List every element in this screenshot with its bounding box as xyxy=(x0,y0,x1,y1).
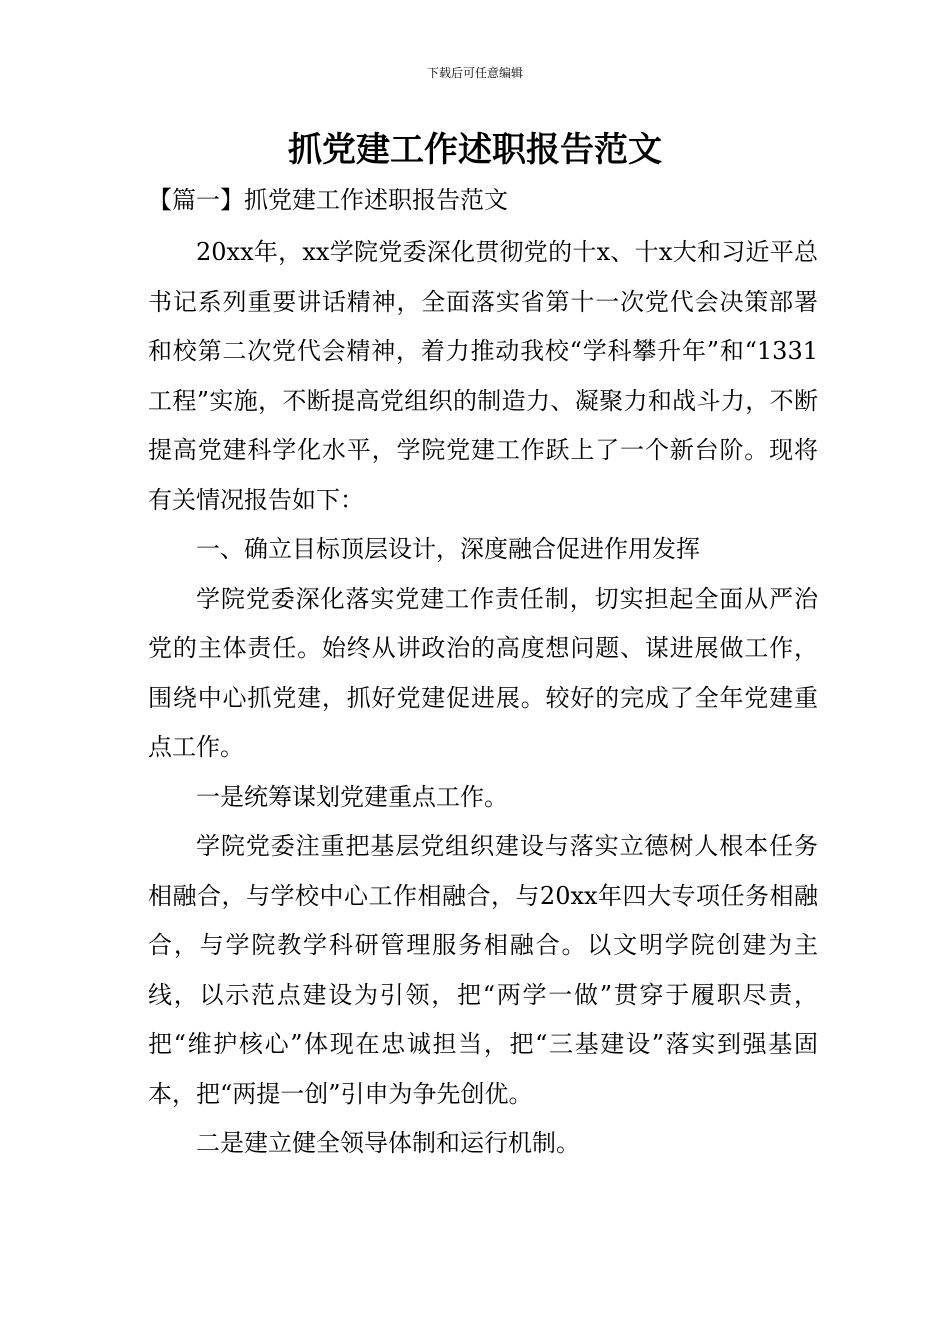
paragraph-point-one: 一是统筹谋划党建重点工作。 xyxy=(196,782,508,811)
paragraph-point-two: 二是建立健全领导体制和运行机制。 xyxy=(196,1129,580,1157)
paragraph-heading-one: 一、确立目标顶层设计，深度融合促进作用发挥 xyxy=(196,535,700,563)
document-title: 抓党建工作述职报告范文 xyxy=(288,130,662,170)
paragraph-intro: 20xx年，xx学院党委深化贯彻党的十x、十x大和习近平总书记系列重要讲话精神，全面落实省第十一次党代会决策部署和校第二次党代会精神，着力推动我校“学科攀升年”和“1331工程”实施，不断提高党组织的制造力、凝聚力和战斗力，不断提高党建科学化水平，学院党建工作跃上了一个新台阶。现将有关情况报告如下： xyxy=(148,238,818,514)
document-body xyxy=(148,228,818,1169)
page-header-note: 下载后可任意编辑 xyxy=(426,66,523,80)
paragraph-integration: 学院党委注重把基层党组织建设与落实立德树人根本任务相融合，与学校中心工作相融合，与20xx年四大专项任务相融合，与学院教学科研管理服务相融合。以文明学院创建为主线，以示范点建设为引领，把“两学一做”贯穿于履职尽责，把“维护核心”体现在忠诚担当，把“三基建设”落实到强基固本，把“两提一创”引申为争先创优。 xyxy=(148,832,818,1108)
paragraph-responsibility: 学院党委深化落实党建工作责任制，切实担起全面从严治党的主体责任。始终从讲政治的高度想问题、谋进展做工作，围绕中心抓党建，抓好党建促进展。较好的完成了全年党建重点工作。 xyxy=(148,584,818,761)
section-heading: 【篇一】抓党建工作述职报告范文 xyxy=(148,186,508,214)
